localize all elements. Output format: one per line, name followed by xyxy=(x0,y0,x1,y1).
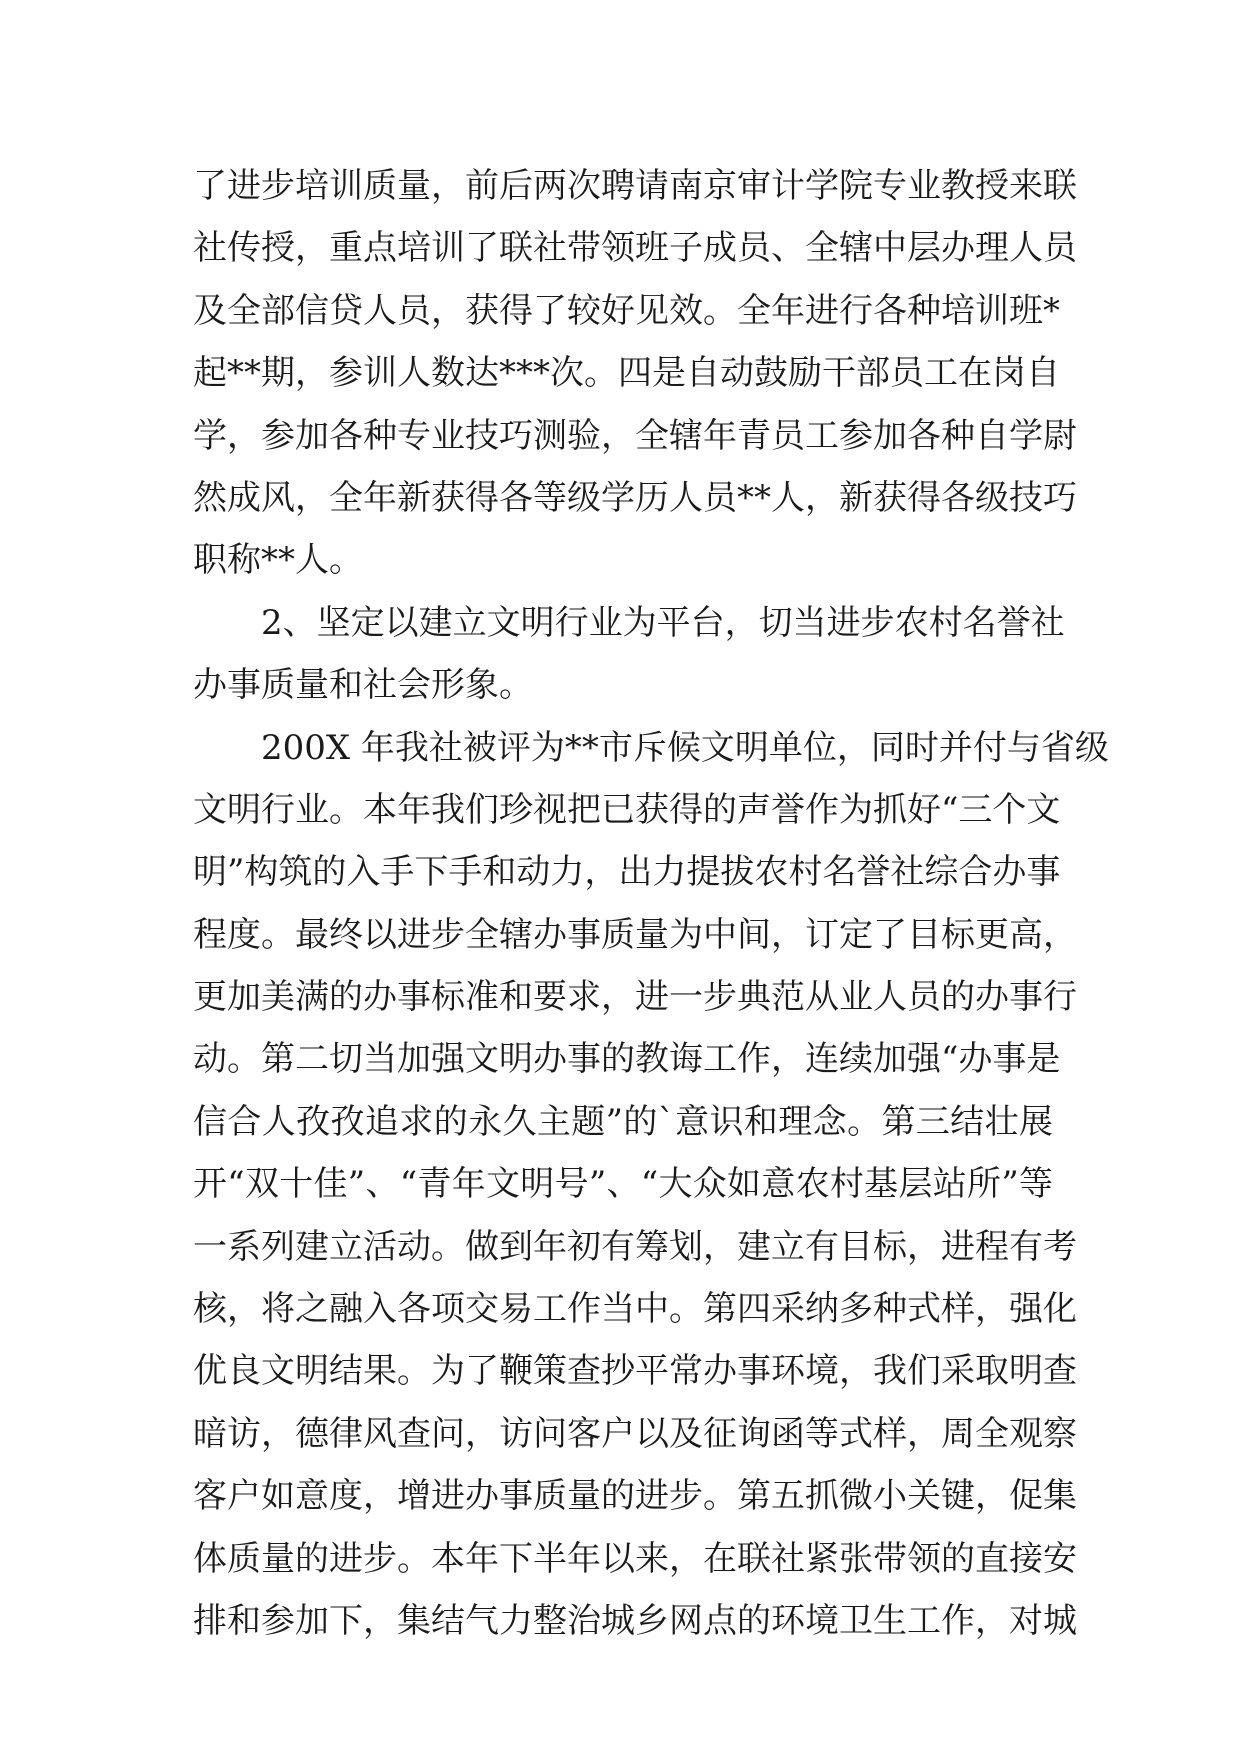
text-line: 然成风，全年新获得各等级学历人员**人，新获得各级技巧 xyxy=(193,477,1077,518)
paragraph-first-line: 200X 年我社被评为**市斥候文明单位，同时并付与省级 xyxy=(261,727,1109,768)
text-line: 更加美满的办事标准和要求，进一步典范从业人员的办事行 xyxy=(193,977,1077,1018)
text-line: 及全部信贷人员，获得了较好见效。全年进行各种培训班* xyxy=(193,290,1060,331)
text-line: 学，参加各种专业技巧测验，全辖年青员工参加各种自学尉 xyxy=(193,415,1077,456)
document-body xyxy=(193,155,1109,1652)
text-line: 程度。最终以进步全辖办事质量为中间，订定了目标更高， xyxy=(193,914,1077,955)
text-line: 开“双十佳”、“青年文明号”、“大众如意农村基层站所”等 xyxy=(193,1164,1053,1205)
section-heading-line: 2、坚定以建立文明行业为平台，切当进步农村名誉社 xyxy=(261,602,1065,643)
text-line: 动。第二切当加强文明办事的教诲工作，连续加强“办事是 xyxy=(193,1039,1061,1080)
text-line: 优良文明结果。为了鞭策查抄平常办事环境，我们采取明查 xyxy=(193,1351,1077,1392)
text-line: 一系列建立活动。做到年初有筹划，建立有目标，进程有考 xyxy=(193,1226,1077,1267)
text-line: 了进步培训质量，前后两次聘请南京审计学院专业教授来联 xyxy=(193,166,1077,206)
text-line: 社传授，重点培训了联社带领班子成员、全辖中层办理人员 xyxy=(193,228,1077,269)
text-line: 体质量的进步。本年下半年以来，在联社紧张带领的直接安 xyxy=(193,1538,1077,1579)
text-line: 明”构筑的入手下手和动力，出力提拔农村名誉社综合办事 xyxy=(193,852,1061,893)
text-line: 起**期，参训人数达***次。四是自动鼓励干部员工在岗自 xyxy=(193,353,1060,394)
text-line: 核，将之融入各项交易工作当中。第四采纳多种式样，强化 xyxy=(193,1289,1077,1330)
text-line: 职称**人。 xyxy=(193,540,363,581)
text-line: 暗访，德律风查问，访问客户以及征询函等式样，周全观察 xyxy=(193,1413,1077,1454)
section-heading-line: 办事质量和社会形象。 xyxy=(193,665,533,706)
text-line: 信合人孜孜追求的永久主题”的`意识和理念。第三结壮展 xyxy=(193,1101,1053,1142)
text-line: 排和参加下，集结气力整治城乡网点的环境卫生工作，对城 xyxy=(193,1600,1077,1641)
text-line: 客户如意度，增进办事质量的进步。第五抓微小关键，促集 xyxy=(193,1476,1077,1517)
text-line: 文明行业。本年我们珍视把已获得的声誉作为抓好“三个文 xyxy=(193,789,1061,830)
